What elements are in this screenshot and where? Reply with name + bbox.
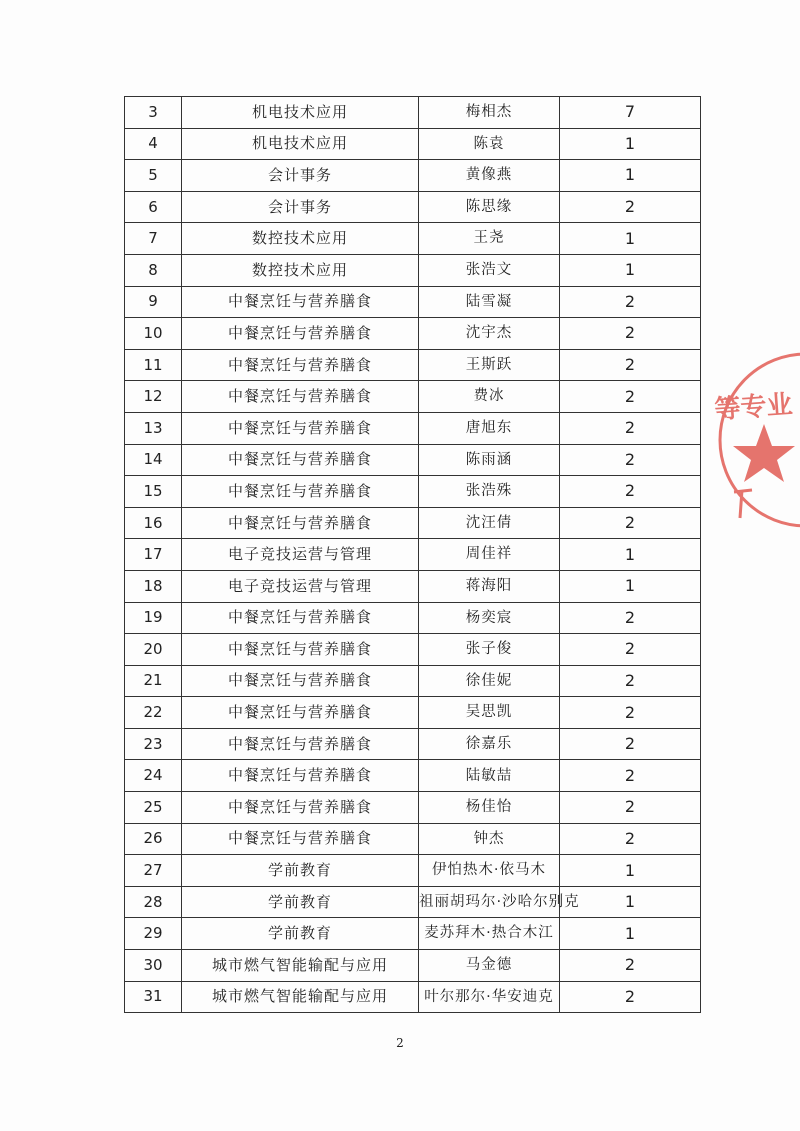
student-name-cell: 梅相杰 [419, 97, 560, 129]
major-cell: 数控技术应用 [182, 223, 419, 255]
table-row [125, 223, 701, 255]
student-name-cell: 徐佳妮 [419, 665, 560, 697]
count-cell: 2 [560, 728, 701, 760]
major-cell: 城市燃气智能输配与应用 [182, 950, 419, 982]
row-number-cell: 26 [125, 823, 182, 855]
table-row [125, 760, 701, 792]
student-name-cell: 黄像燕 [419, 160, 560, 192]
count-cell: 2 [560, 760, 701, 792]
student-name-cell: 费冰 [419, 381, 560, 413]
student-name-cell: 陈思缘 [419, 191, 560, 223]
row-number-cell: 9 [125, 286, 182, 318]
student-name-cell: 陆敏喆 [419, 760, 560, 792]
student-name-cell: 伊怕热木·依马木 [419, 855, 560, 887]
table-row [125, 412, 701, 444]
table-row [125, 254, 701, 286]
row-number-cell: 3 [125, 97, 182, 129]
major-cell: 中餐烹饪与营养膳食 [182, 349, 419, 381]
count-cell: 1 [560, 223, 701, 255]
major-cell: 电子竞技运营与管理 [182, 539, 419, 571]
count-cell: 2 [560, 412, 701, 444]
major-cell: 数控技术应用 [182, 254, 419, 286]
row-number-cell: 4 [125, 128, 182, 160]
count-cell: 2 [560, 507, 701, 539]
count-cell: 2 [560, 318, 701, 350]
student-name-cell: 沈汪倩 [419, 507, 560, 539]
table-row [125, 728, 701, 760]
student-name-cell: 张浩文 [419, 254, 560, 286]
major-cell: 中餐烹饪与营养膳食 [182, 381, 419, 413]
major-cell: 中餐烹饪与营养膳食 [182, 728, 419, 760]
major-cell: 机电技术应用 [182, 128, 419, 160]
row-number-cell: 23 [125, 728, 182, 760]
count-cell: 2 [560, 634, 701, 666]
student-name-cell: 马金德 [419, 950, 560, 982]
major-cell: 中餐烹饪与营养膳食 [182, 602, 419, 634]
student-name-cell: 祖丽胡玛尔·沙哈尔别克 [419, 886, 560, 918]
student-name-cell: 叶尔那尔·华安迪克 [419, 981, 560, 1013]
count-cell: 2 [560, 950, 701, 982]
major-cell: 中餐烹饪与营养膳食 [182, 634, 419, 666]
count-cell: 2 [560, 286, 701, 318]
major-cell: 会计事务 [182, 191, 419, 223]
row-number-cell: 12 [125, 381, 182, 413]
seal-text: 等专业 [713, 389, 794, 426]
count-cell: 1 [560, 886, 701, 918]
table-row [125, 602, 701, 634]
student-name-cell: 徐嘉乐 [419, 728, 560, 760]
page-number: 2 [396, 1036, 404, 1050]
student-name-cell: 杨奕宸 [419, 602, 560, 634]
table-row [125, 697, 701, 729]
row-number-cell: 17 [125, 539, 182, 571]
major-cell: 中餐烹饪与营养膳食 [182, 286, 419, 318]
major-cell: 中餐烹饪与营养膳食 [182, 697, 419, 729]
table-row [125, 886, 701, 918]
major-cell: 会计事务 [182, 160, 419, 192]
row-number-cell: 15 [125, 476, 182, 508]
count-cell: 2 [560, 792, 701, 824]
row-number-cell: 7 [125, 223, 182, 255]
student-name-cell: 麦苏拜木·热合木江 [419, 918, 560, 950]
table-row [125, 476, 701, 508]
roster-table-body [125, 97, 701, 1013]
table-row [125, 444, 701, 476]
table-row [125, 634, 701, 666]
row-number-cell: 13 [125, 412, 182, 444]
table-row [125, 665, 701, 697]
row-number-cell: 14 [125, 444, 182, 476]
table-row [125, 823, 701, 855]
count-cell: 1 [560, 918, 701, 950]
student-name-cell: 杨佳怡 [419, 792, 560, 824]
student-name-cell: 张子俊 [419, 634, 560, 666]
table-row [125, 97, 701, 129]
row-number-cell: 10 [125, 318, 182, 350]
table-row [125, 381, 701, 413]
row-number-cell: 16 [125, 507, 182, 539]
count-cell: 2 [560, 665, 701, 697]
row-number-cell: 5 [125, 160, 182, 192]
student-name-cell: 钟杰 [419, 823, 560, 855]
count-cell: 1 [560, 254, 701, 286]
table-row [125, 981, 701, 1013]
count-cell: 1 [560, 855, 701, 887]
major-cell: 中餐烹饪与营养膳食 [182, 444, 419, 476]
major-cell: 中餐烹饪与营养膳食 [182, 507, 419, 539]
row-number-cell: 21 [125, 665, 182, 697]
student-name-cell: 蒋海阳 [419, 570, 560, 602]
major-cell: 中餐烹饪与营养膳食 [182, 792, 419, 824]
student-name-cell: 沈宇杰 [419, 318, 560, 350]
row-number-cell: 20 [125, 634, 182, 666]
student-name-cell: 周佳祥 [419, 539, 560, 571]
major-cell: 中餐烹饪与营养膳食 [182, 665, 419, 697]
student-name-cell: 吴思凯 [419, 697, 560, 729]
official-seal [706, 340, 800, 540]
row-number-cell: 30 [125, 950, 182, 982]
student-name-cell: 王尧 [419, 223, 560, 255]
count-cell: 1 [560, 128, 701, 160]
count-cell: 2 [560, 823, 701, 855]
student-name-cell: 张浩殊 [419, 476, 560, 508]
major-cell: 机电技术应用 [182, 97, 419, 129]
student-name-cell: 陈袁 [419, 128, 560, 160]
table-row [125, 792, 701, 824]
student-name-cell: 王斯跃 [419, 349, 560, 381]
table-row [125, 349, 701, 381]
count-cell: 2 [560, 191, 701, 223]
table-row [125, 950, 701, 982]
count-cell: 2 [560, 381, 701, 413]
count-cell: 2 [560, 444, 701, 476]
count-cell: 2 [560, 602, 701, 634]
row-number-cell: 11 [125, 349, 182, 381]
major-cell: 学前教育 [182, 886, 419, 918]
row-number-cell: 18 [125, 570, 182, 602]
count-cell: 2 [560, 981, 701, 1013]
table-row [125, 128, 701, 160]
table-row [125, 191, 701, 223]
row-number-cell: 25 [125, 792, 182, 824]
row-number-cell: 29 [125, 918, 182, 950]
student-name-cell: 陆雪凝 [419, 286, 560, 318]
major-cell: 中餐烹饪与营养膳食 [182, 476, 419, 508]
table-row [125, 160, 701, 192]
table-row [125, 570, 701, 602]
row-number-cell: 31 [125, 981, 182, 1013]
row-number-cell: 6 [125, 191, 182, 223]
count-cell: 1 [560, 160, 701, 192]
table-row [125, 318, 701, 350]
table-row [125, 539, 701, 571]
major-cell: 中餐烹饪与营养膳食 [182, 412, 419, 444]
major-cell: 电子竞技运营与管理 [182, 570, 419, 602]
major-cell: 城市燃气智能输配与应用 [182, 981, 419, 1013]
table-row [125, 286, 701, 318]
count-cell: 2 [560, 697, 701, 729]
table-row [125, 918, 701, 950]
row-number-cell: 28 [125, 886, 182, 918]
row-number-cell: 19 [125, 602, 182, 634]
major-cell: 中餐烹饪与营养膳食 [182, 318, 419, 350]
major-cell: 中餐烹饪与营养膳食 [182, 760, 419, 792]
count-cell: 7 [560, 97, 701, 129]
row-number-cell: 8 [125, 254, 182, 286]
row-number-cell: 27 [125, 855, 182, 887]
count-cell: 1 [560, 570, 701, 602]
major-cell: 中餐烹饪与营养膳食 [182, 823, 419, 855]
count-cell: 2 [560, 349, 701, 381]
count-cell: 1 [560, 539, 701, 571]
major-cell: 学前教育 [182, 855, 419, 887]
table-row [125, 855, 701, 887]
seal-stamp-icon [706, 340, 800, 540]
row-number-cell: 22 [125, 697, 182, 729]
student-roster-table [124, 96, 701, 1013]
major-cell: 学前教育 [182, 918, 419, 950]
count-cell: 2 [560, 476, 701, 508]
student-name-cell: 陈雨涵 [419, 444, 560, 476]
student-name-cell: 唐旭东 [419, 412, 560, 444]
row-number-cell: 24 [125, 760, 182, 792]
table-row [125, 507, 701, 539]
